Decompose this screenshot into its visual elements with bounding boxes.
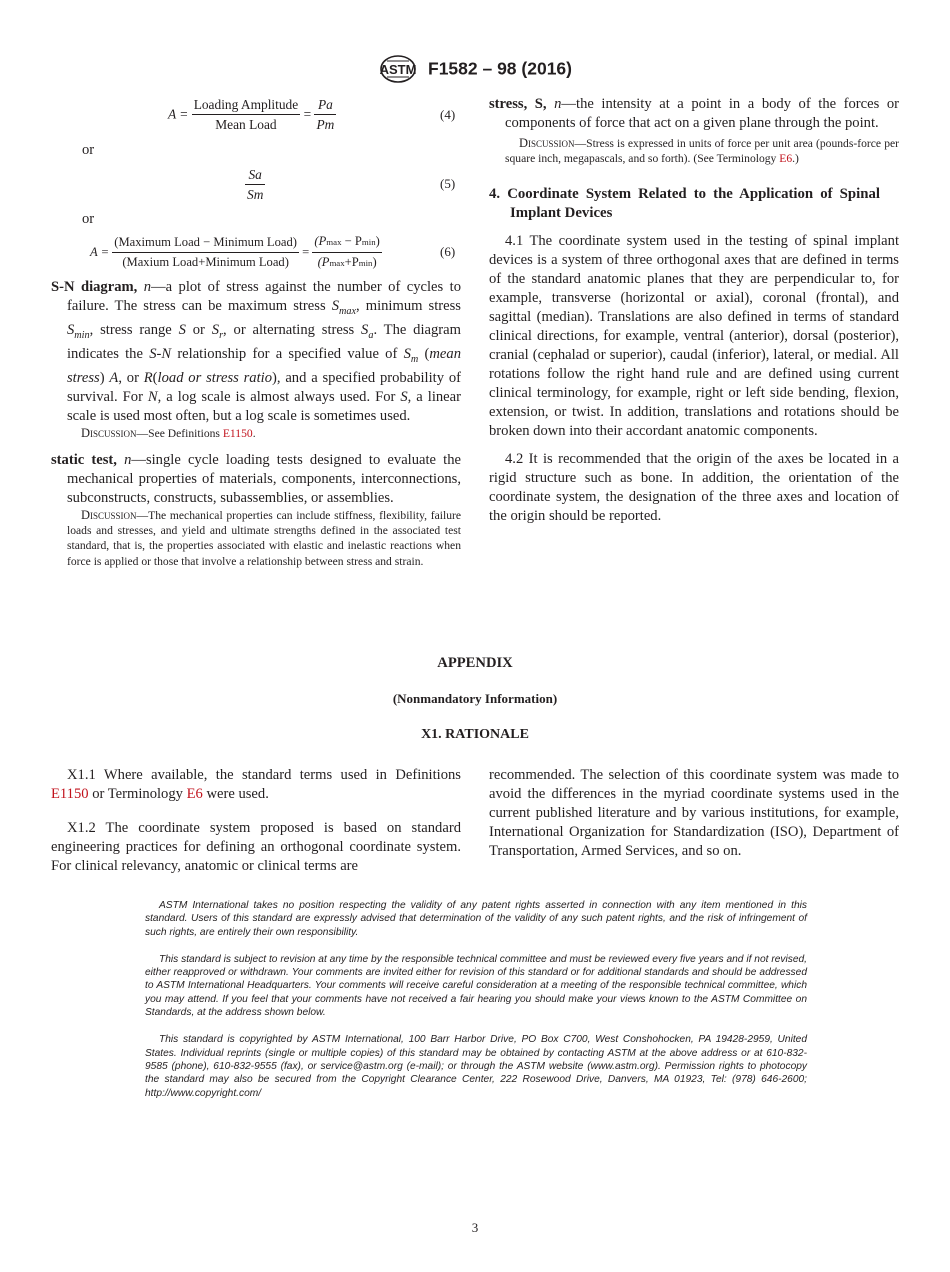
definition-sn-diagram: S-N diagram, n—a plot of stress against the number of cycles to failure. The stress can be maximum stress $S_{max}$, minimum stress $S_{min}$, stress range S or $S_r$, or alternating stress $S_a$. The diagram indicates the S-N relationship for a specified value of $S_m$ (mean stress) A, or R(load or stress ratio), and a specified probability of survival. For N, a log scale is almost always used. For S, a linear scale is used most often, but a log scale is sometimes used.: [51, 279, 462, 424]
page-number: 3: [471, 1220, 479, 1235]
appendix-left-column: [51, 766, 461, 876]
patent-notice: ASTM International takes no position respecting the validity of any patent rights asserted in connection with any item mentioned in this standard. Users of this standard are expressly advised that determination of the validity of any such patent rights, and the risk of infringement of such rights, are entirely their own responsibility.: [145, 900, 807, 938]
definition-static-test: static test, n—single cycle loading tests designed to evaluate the mechanical properties of materials, components, interconnections, subconstructs, constructs, subassemblies, or assemblies.: [51, 451, 461, 506]
appendix-subtitle: (Nonmandatory Information): [392, 691, 558, 706]
astm-logo-icon: [378, 54, 418, 84]
paragraph-x1-2: X1.2 The coordinate system proposed is based on standard engineering practices for defining an orthogonal coordinate system. For clinical relevancy, anatomic or clinical terms are: [51, 820, 461, 874]
discussion-note: Discussion—The mechanical properties can include stiffness, flexibility, failure loads and stresses, and yield and ultimate strengths defined in the associated test standard, that is, the properties associated with elastic and inelastic reactions when force is applied or those that involve a relationship between stress and strain.: [67, 507, 461, 568]
right-column: [489, 95, 899, 526]
or-label: or: [82, 211, 95, 227]
left-column: [51, 278, 461, 569]
or-label: or: [82, 142, 95, 158]
paragraph-x1-2-continued: recommended. The selection of this coordinate system was made to avoid the differences in the myriad coordinate systems used in the current published literature and by various institutions, for example, International Organization for Standardization (ISO), Department of Transportation, Armed Services, and so on.: [489, 767, 899, 859]
reference-link[interactable]: E6: [186, 786, 203, 802]
equation-6: A = $\frac{\text{(Maximum Load − Minimum Load)}}{\text{(Maxium Load+Minimum Load)}}$ = $\frac{(Pmax - Pmin)}{(Pmax+Pmin)}$: [90, 234, 380, 269]
reference-link[interactable]: E6: [779, 152, 793, 166]
equation-5: $\frac{Sa}{Sm}$: [247, 167, 264, 202]
designation: F1582 – 98 (2016): [428, 58, 572, 79]
svg-text:ASTM: ASTM: [379, 62, 417, 77]
section-heading: 4. Coordinate System Related to the Application of Spinal Implant Devices: [489, 186, 880, 222]
reference-link[interactable]: E1150: [222, 426, 253, 440]
revision-notice: This standard is subject to revision at any time by the responsible technical committee and must be reviewed every five years and if not revised, either reapproved or withdrawn. Your comments are invited either for revision of this standard or for additional standards and should be addressed to ASTM International Headquarters. Your comments will receive careful consideration at a meeting of the responsible technical committee, which you may attend. If you feel that your comments have not received a fair hearing you should make your views known to the ASTM Committee on Standards, at the address shown below.: [145, 953, 807, 1019]
copyright-notice: This standard is copyrighted by ASTM International, 100 Barr Harbor Drive, PO Box C700, West Conshohocken, PA 19428-2959, United States. Individual reprints (single or multiple copies) of this standard may be obtained by contacting ASTM at the above address or at 610-832-9585 (phone), 610-832-9555 (fax), or service@astm.org (e-mail); or through the ASTM website (www.astm.org). Permission rights to photocopy the standard may also be secured from the Copyright Clearance Center, 222 Rosewood Drive, Danvers, MA 01923, Tel: (978) 646-2600; http://www.copyright.com/: [145, 1034, 807, 1099]
appendix-title: APPENDIX: [437, 655, 513, 671]
paragraph-4-2: 4.2 It is recommended that the origin of the axes be located in a rigid structure such as bone. In addition, the orientation of the coordinate system, the designation of the three axes and location of the origin should be reported.: [489, 451, 899, 525]
footer-notices: [145, 899, 807, 1100]
discussion-note: Discussion—See Definitions E1150.: [81, 425, 256, 440]
equation-number: (5): [440, 176, 456, 191]
page-header: [0, 54, 950, 84]
paragraph-4-1: 4.1 The coordinate system used in the testing of spinal implant devices is a system of three orthogonal axes that are defined in terms of the standard anatomic planes that they are perpendicular to, for example, transverse (horizontal or axial), coronal (frontal), and sagittal (median). Translations are also defined in terms of standard clinical directions, for example, ventral (anterior), dorsal (posterior), cranial (cephalad or superior), caudal (inferior), lateral, or medial. All rotations follow the right hand rule and are defined using current clinical terminology, for example, right or left side bending, flexion, extension, or twist. In addition, translations and rotations should be broken down into their accordant anatomic components.: [489, 233, 899, 440]
definition-stress: stress, S, n—the intensity at a point in a body of the forces or components of force that act on a given plane through the point.: [489, 96, 900, 131]
appendix-right-column: [489, 766, 899, 861]
equation-number: (4): [440, 107, 456, 122]
discussion-note: Discussion—Stress is expressed in units of force per unit area (pounds-force per square inch, megapascals, and so forth). (See Terminology E6.): [505, 136, 899, 166]
equation-number: (6): [440, 244, 456, 259]
appendix-section-title: X1. RATIONALE: [421, 727, 529, 742]
equation-4: A = $\frac{\text{Loading Amplitude}}{\text{Mean Load}}$ = $\frac{Pa}{Pm}$: [168, 97, 335, 132]
reference-link[interactable]: E1150: [51, 786, 89, 802]
paragraph-x1-1: X1.1 Where available, the standard terms used in Definitions E1150 or Terminology E6 were used.: [51, 767, 461, 802]
